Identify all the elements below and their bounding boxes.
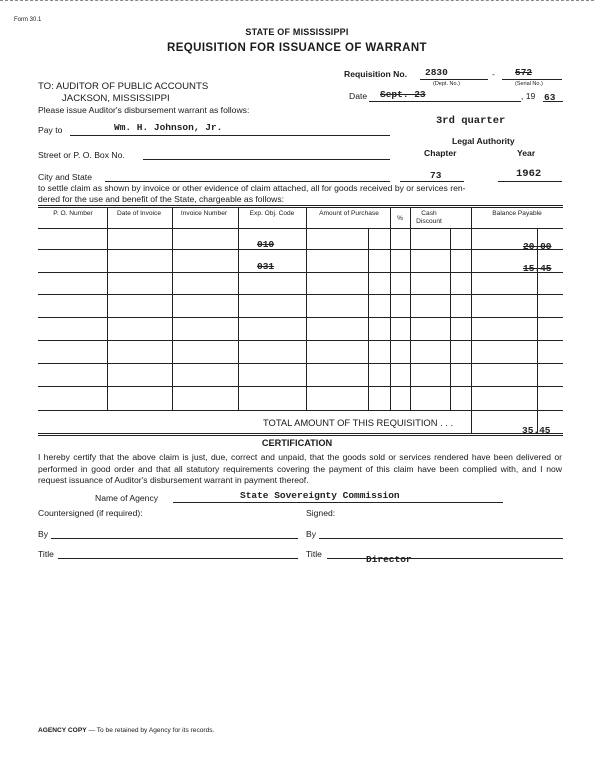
header-cash-discount: Cash Discount: [416, 210, 442, 225]
date-line: [369, 101, 521, 102]
perforation-line: [0, 0, 594, 1]
table-row-2-balance[interactable]: 15.45: [523, 263, 552, 274]
addressee-line-1: TO: AUDITOR OF PUBLIC ACCOUNTS: [38, 81, 209, 92]
serial-no-line: [502, 79, 562, 80]
pay-to-value[interactable]: Wm. H. Johnson, Jr.: [114, 122, 223, 133]
title-line-left[interactable]: [58, 558, 298, 559]
settle-text-line-2: dered for the use and benefit of the State, chargeable as follows:: [38, 194, 285, 204]
settle-text-line-1: to settle claim as shown by invoice or other evidence of claim attached, all for goods received by or services ren-: [38, 183, 466, 193]
header-date-of-invoice: Date of Invoice: [117, 210, 161, 217]
date-label: Date: [349, 91, 368, 101]
by-line-left[interactable]: [51, 538, 298, 539]
header-po-number: P. O. Number: [53, 210, 93, 217]
legal-year-label: Year: [517, 148, 536, 158]
legal-year-value[interactable]: 1962: [516, 168, 542, 180]
street-label: Street or P. O. Box No.: [38, 150, 125, 160]
signed-label: Signed:: [306, 508, 336, 518]
requisition-label: Requisition No.: [344, 69, 408, 79]
footer-agency-copy: AGENCY COPY: [38, 727, 87, 734]
form-number: Form 30.1: [14, 17, 42, 23]
chapter-label: Chapter: [424, 148, 457, 158]
year-value[interactable]: 63: [544, 92, 556, 103]
total-value[interactable]: 35.45: [522, 425, 551, 436]
dept-no-caption: (Dept. No.): [433, 81, 460, 87]
agency-label: Name of Agency: [95, 493, 159, 503]
table-row-2-code[interactable]: 031: [257, 261, 275, 272]
certification-heading: CERTIFICATION: [261, 438, 333, 448]
legal-authority-label: Legal Authority: [452, 136, 515, 146]
legal-year-line: [498, 181, 562, 182]
chapter-value[interactable]: 73: [430, 170, 442, 181]
header-amount-of-purchase: Amount of Purchase: [319, 210, 379, 217]
title-value[interactable]: Director: [366, 554, 412, 565]
street-line[interactable]: [143, 159, 390, 160]
city-label: City and State: [38, 172, 92, 182]
certification-text: I hereby certify that the above claim is just, due, correct and unpaid, that the goods sold or services rendered have been delivered or performed in good order and that all statutory requirements covering the payment of this claim have been complied with, and I now request issuance of Auditor's disbursement warrant in payment thereof.: [38, 452, 562, 485]
header-invoice-number: Invoice Number: [180, 210, 228, 217]
by-label-right: By: [306, 529, 317, 539]
total-label: TOTAL AMOUNT OF THIS REQUISITION . . .: [263, 417, 454, 428]
title-line-right: [327, 558, 563, 559]
title-label-right: Title: [306, 549, 322, 559]
table-row-1-balance[interactable]: 20.00: [523, 241, 552, 252]
by-label-left: By: [38, 529, 49, 539]
by-line-right[interactable]: [319, 538, 563, 539]
countersigned-label: Countersigned (if required):: [38, 508, 143, 518]
header-balance-payable: Balance Payable: [492, 210, 542, 217]
agency-line: [173, 502, 503, 503]
form-title: REQUISITION FOR ISSUANCE OF WARRANT: [167, 42, 427, 54]
dept-no-line: [420, 79, 488, 80]
state-heading: STATE OF MISSISSIPPI: [245, 27, 349, 37]
addressee-line-2: JACKSON, MISSISSIPPI: [62, 93, 170, 104]
date-value[interactable]: Sept. 23: [380, 89, 426, 100]
header-exp-obj-code: Exp. Obj. Code: [249, 210, 295, 217]
agency-value[interactable]: State Sovereignty Commission: [240, 490, 400, 501]
city-line[interactable]: [105, 181, 390, 182]
table-row-1-code[interactable]: 010: [257, 239, 275, 250]
quarter-value[interactable]: 3rd quarter: [436, 115, 506, 127]
year-prefix: , 19: [521, 91, 536, 101]
footer-retention-note: — To be retained by Agency for its records.: [86, 727, 215, 734]
chapter-line: [400, 181, 464, 182]
serial-no-value[interactable]: 572: [515, 67, 533, 78]
addressee-instruction: Please issue Auditor's disbursement warrant as follows:: [38, 105, 250, 115]
pay-to-line: [70, 135, 390, 136]
footer-note: [38, 727, 214, 734]
title-label-left: Title: [38, 549, 54, 559]
pay-to-label: Pay to: [38, 125, 63, 135]
serial-no-caption: (Serial No.): [515, 81, 543, 87]
header-percent: %: [397, 215, 403, 222]
dept-no-value[interactable]: 2830: [425, 67, 448, 78]
